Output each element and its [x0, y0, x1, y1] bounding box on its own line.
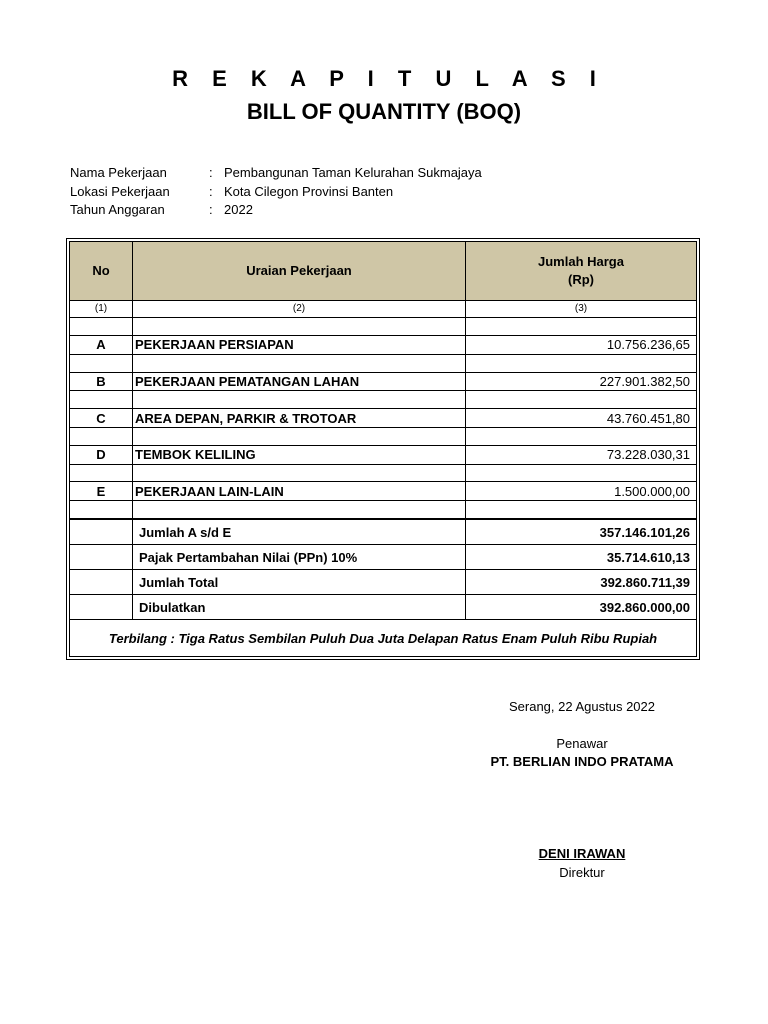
info-separator: :: [209, 202, 213, 217]
signatory-name: DENI IRAWAN: [538, 846, 626, 861]
document-title: R E K A P I T U L A S I: [172, 66, 605, 91]
header-uraian: Uraian Pekerjaan: [133, 242, 466, 301]
terbilang-row: [70, 620, 697, 657]
summary-label: Dibulatkan: [133, 595, 466, 620]
boq-table-frame: [66, 238, 700, 660]
spacer-row: [70, 464, 697, 482]
table-header-row: [70, 242, 697, 301]
item-amount: 1.500.000,00: [466, 482, 697, 501]
info-separator: :: [209, 165, 213, 180]
company-name: PT. BERLIAN INDO PRATAMA: [490, 754, 674, 769]
spacer-row: [70, 391, 697, 409]
table-row: [70, 482, 697, 501]
col-number: (3): [466, 300, 697, 318]
signatory-role: Penawar: [556, 736, 608, 751]
summary-row-ppn: [70, 545, 697, 570]
header-no: No: [70, 242, 133, 301]
item-amount: 73.228.030,31: [466, 445, 697, 464]
summary-amount: 392.860.000,00: [466, 595, 697, 620]
info-label: Tahun Anggaran: [70, 202, 165, 217]
column-number-row: [70, 300, 697, 318]
place-date: Serang, 22 Agustus 2022: [508, 699, 655, 714]
table-row: [70, 336, 697, 355]
item-no: B: [70, 372, 133, 391]
info-label: Nama Pekerjaan: [70, 165, 167, 180]
header-jumlah-harga-line2: (Rp): [568, 272, 594, 288]
item-description: TEMBOK KELILING: [133, 445, 466, 464]
item-no: E: [70, 482, 133, 501]
info-label: Lokasi Pekerjaan: [70, 184, 170, 199]
item-description: PEKERJAAN LAIN-LAIN: [133, 482, 466, 501]
item-amount: 227.901.382,50: [466, 372, 697, 391]
table-row: [70, 372, 697, 391]
item-description: PEKERJAAN PEMATANGAN LAHAN: [133, 372, 466, 391]
info-value: Kota Cilegon Provinsi Banten: [224, 184, 394, 199]
header-jumlah-harga: [466, 242, 697, 301]
info-separator: :: [209, 184, 213, 199]
summary-row-subtotal: [70, 519, 697, 545]
summary-label: Pajak Pertambahan Nilai (PPn) 10%: [133, 545, 466, 570]
col-number: (1): [70, 300, 133, 318]
spacer-row: [70, 501, 697, 519]
spacer-row: [70, 428, 697, 446]
signatory-title: Direktur: [559, 865, 605, 880]
summary-row-total: [70, 570, 697, 595]
header-jumlah-harga-line1: Jumlah Harga: [538, 254, 624, 270]
spacer-row: [70, 354, 697, 372]
item-amount: 43.760.451,80: [466, 409, 697, 428]
summary-amount: 392.860.711,39: [466, 570, 697, 595]
terbilang-text: Terbilang : Tiga Ratus Sembilan Puluh Dua Juta Delapan Ratus Enam Puluh Ribu Rupiah: [70, 620, 697, 657]
info-value: Pembangunan Taman Kelurahan Sukmajaya: [224, 165, 482, 180]
item-no: C: [70, 409, 133, 428]
spacer-row: [70, 318, 697, 336]
item-description: AREA DEPAN, PARKIR & TROTOAR: [133, 409, 466, 428]
item-amount: 10.756.236,65: [466, 336, 697, 355]
document-subtitle: BILL OF QUANTITY (BOQ): [246, 99, 522, 124]
info-value: 2022: [224, 202, 253, 217]
col-number: (2): [133, 300, 466, 318]
table-row: [70, 445, 697, 464]
summary-row-rounded: [70, 595, 697, 620]
summary-label: Jumlah Total: [133, 570, 466, 595]
item-description: PEKERJAAN PERSIAPAN: [133, 336, 466, 355]
summary-amount: 35.714.610,13: [466, 545, 697, 570]
summary-label: Jumlah A s/d E: [133, 519, 466, 545]
item-no: D: [70, 445, 133, 464]
item-no: A: [70, 336, 133, 355]
boq-table: [69, 241, 697, 657]
table-row: [70, 409, 697, 428]
summary-amount: 357.146.101,26: [466, 519, 697, 545]
